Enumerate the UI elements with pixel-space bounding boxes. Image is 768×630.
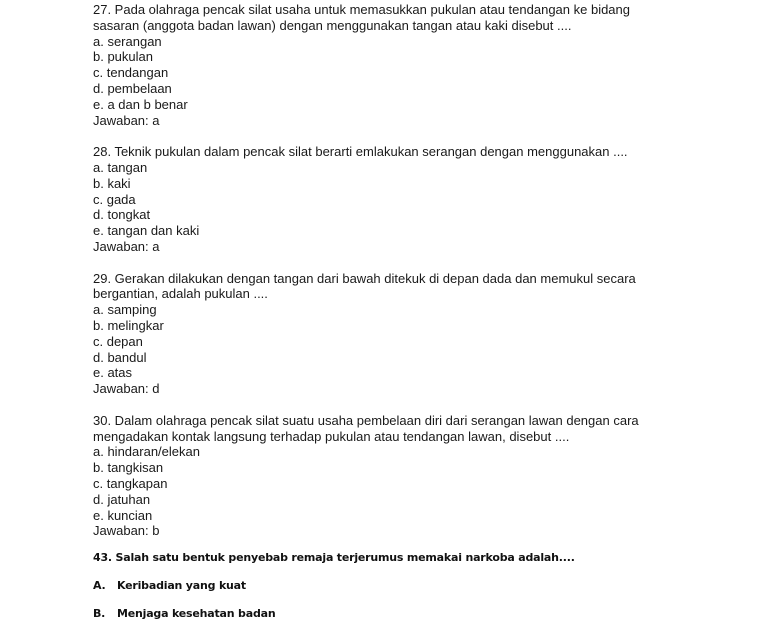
question-43-text: 43. Salah satu bentuk penyebab remaja terjerumus memakai narkoba adalah....	[93, 551, 575, 564]
question-text: 27. Pada olahraga pencak silat usaha untuk memasukkan pukulan atau tendangan ke bidang sasaran (anggota badan lawan) dengan menggunakan tangan atau kaki disebut ....	[93, 2, 630, 33]
option-text: Keribadian yang kuat	[117, 579, 246, 592]
option-d: d. pembelaan	[93, 80, 172, 96]
option-d: d. bandul	[93, 349, 147, 365]
answer: Jawaban: a	[93, 238, 160, 254]
option-b: b. kaki	[93, 175, 131, 191]
option-letter: A.	[93, 579, 106, 592]
option-e: e. atas	[93, 365, 133, 381]
option-c: c. tendangan	[93, 65, 169, 81]
question-30	[93, 413, 693, 539]
option-e: e. a dan b benar	[93, 96, 188, 112]
option-c: c. gada	[93, 191, 136, 207]
option-a: a. tangan	[93, 159, 148, 175]
option-letter: B.	[93, 607, 106, 620]
option-b: b. pukulan	[93, 49, 153, 65]
option-c: c. depan	[93, 333, 143, 349]
option-e: e. tangan dan kaki	[93, 223, 200, 239]
answer: Jawaban: d	[93, 381, 160, 397]
option-text: Menjaga kesehatan badan	[117, 607, 276, 620]
option-a: a. samping	[93, 302, 157, 318]
option-b: b. tangkisan	[93, 460, 164, 476]
answer: Jawaban: a	[93, 112, 160, 128]
question-text: 28. Teknik pukulan dalam pencak silat berarti emlakukan serangan dengan menggunakan ....	[93, 144, 628, 160]
question-28	[93, 144, 693, 255]
answer: Jawaban: b	[93, 523, 160, 539]
question-text: 30. Dalam olahraga pencak silat suatu usaha pembelaan diri dari serangan lawan dengan cara mengadakan kontak langsung terhadap pukulan atau tendangan lawan, disebut ....	[93, 412, 639, 444]
question-43-option-a	[93, 579, 246, 592]
option-d: d. tongkat	[93, 207, 151, 223]
option-c: c. tangkapan	[93, 475, 168, 491]
question-43-option-b	[93, 607, 275, 620]
question-text: 29. Gerakan dilakukan dengan tangan dari bawah ditekuk di depan dada dan memukul secara bergantian, adalah pukulan ....	[93, 270, 636, 302]
question-29	[93, 271, 693, 397]
option-a: a. hindaran/elekan	[93, 444, 200, 460]
option-b: b. melingkar	[93, 317, 164, 333]
option-a: a. serangan	[93, 33, 162, 49]
option-e: e. kuncian	[93, 507, 153, 523]
option-d: d. jatuhan	[93, 491, 151, 507]
document-body	[93, 2, 693, 539]
question-27	[93, 2, 693, 128]
